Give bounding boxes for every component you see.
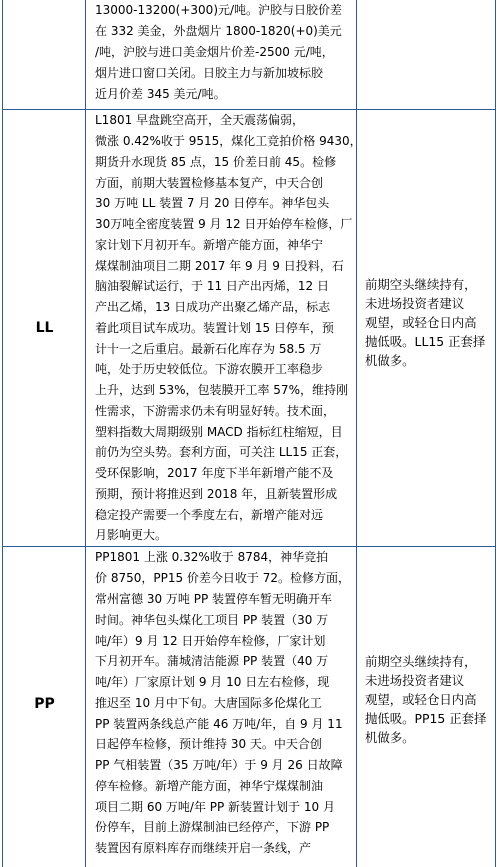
analysis-line: 吨，处于历史较低位。下游农膜开工率稳步 bbox=[95, 362, 324, 376]
analysis-line: 近月价差 345 美元/吨。 bbox=[95, 87, 226, 101]
analysis-line: 30 万吨 LL 装置 7 月 20 日停车。神华包头 bbox=[95, 196, 330, 210]
strategy-cell-ll bbox=[365, 275, 485, 370]
strategy-line: 机做多。 bbox=[365, 730, 415, 745]
strategy-line: 未进场投资者建议 bbox=[365, 673, 465, 688]
strategy-line: 未进场投资者建议 bbox=[365, 296, 465, 311]
analysis-line: 前仍为空头势。套利方面，可关注 LL15 正套， bbox=[95, 445, 348, 459]
analysis-line: 日起停车检修，预计维持 30 天。中天合创 bbox=[95, 737, 322, 751]
analysis-line: 产出乙烯，13 日成功产出聚乙烯产品，标志 bbox=[95, 300, 331, 314]
analysis-line: 月影响更大。 bbox=[95, 528, 168, 542]
column-divider-category bbox=[85, 0, 86, 867]
analysis-line: 吨/年）9 月 12 日开始停车检修，厂家计划 bbox=[95, 634, 326, 648]
strategy-line: 前期空头继续持有， bbox=[365, 654, 477, 669]
analysis-line: 时间。神华包头煤化工项目 PP 装置（30 万 bbox=[95, 613, 329, 627]
column-divider-strategy bbox=[356, 0, 357, 867]
analysis-line: 停车检修。新增产能方面，神华宁煤煤制油 bbox=[95, 779, 324, 793]
analysis-line: 家计划下月初开车。新增产能方面，神华宁 bbox=[95, 238, 324, 252]
analysis-line: 下月初开车。蒲城清洁能源 PP 装置（40 万 bbox=[95, 654, 329, 668]
strategy-line: 前期空头继续持有， bbox=[365, 277, 477, 292]
analysis-line: 煤煤制油项目二期 2017 年 9 月 9 日投料，石 bbox=[95, 259, 344, 273]
strategy-line: 抛低吸。PP15 正套择 bbox=[365, 711, 487, 726]
analysis-line: 预期，预计将推迟到 2018 年，且新装置形成 bbox=[95, 487, 338, 501]
analysis-line: 份停车，目前上游煤制油已经停产，下游 PP bbox=[95, 820, 330, 834]
strategy-line: 机做多。 bbox=[365, 353, 415, 368]
analysis-line: 稳定投产需要一个季度左右，新增产能对远 bbox=[95, 508, 324, 522]
analysis-line: PP 装置两条线总产能 46 万吨/年，自 9 月 11 bbox=[95, 717, 343, 731]
analysis-line: 上升，达到 53%，包装膜开工率 57%，维持刚 bbox=[95, 383, 348, 397]
analysis-line: 方面，前期大装置检修基本复产，中天合创 bbox=[95, 176, 324, 190]
analysis-line: 价 8750，PP15 价差今日收于 72。检修方面， bbox=[95, 571, 350, 585]
category-label-pp: PP bbox=[34, 696, 55, 712]
category-label-ll: LL bbox=[35, 320, 54, 336]
analysis-line: 常州富德 30 万吨 PP 装置停车暂无明确开车 bbox=[95, 592, 333, 606]
analysis-line: 烟片进口窗口关闭。日胶主力与新加坡标胶 bbox=[95, 66, 324, 80]
analysis-line: 性需求，下游需求仍未有明显好转。技术面， bbox=[95, 404, 336, 418]
commodity-analysis-table bbox=[2, 0, 496, 867]
analysis-line: 期货升水现货 85 点，15 价差日前 45。检修 bbox=[95, 155, 337, 169]
analysis-line: /吨，沪胶与进口美金烟片价差-2500 元/吨， bbox=[95, 45, 334, 59]
strategy-line: 抛低吸。LL15 正套择 bbox=[365, 334, 486, 349]
analysis-line: 项目二期 60 万吨/年 PP 新装置计划于 10 月 bbox=[95, 800, 335, 814]
analysis-line: 受环保影响，2017 年度下半年新增产能不及 bbox=[95, 466, 334, 480]
analysis-line: 脑油裂解试运行，于 11 日产出丙烯，12 日 bbox=[95, 279, 329, 293]
analysis-line: 13000-13200(+300)元/吨。沪胶与日胶价差 bbox=[95, 3, 343, 17]
strategy-line: 观望，或轻仓日内高 bbox=[365, 315, 477, 330]
analysis-line: 塑料指数大周期级别 MACD 指标红柱缩短，目 bbox=[95, 425, 343, 439]
analysis-line: L1801 早盘跳空高开，全天震荡偏弱， bbox=[95, 113, 305, 127]
analysis-line: 装置因有原料库存而继续开启一条线，产 bbox=[95, 841, 312, 855]
analysis-line: PP1801 上涨 0.32%收于 8784，神华竞拍 bbox=[95, 550, 329, 564]
analysis-line: 在 332 美金，外盘烟片 1800-1820(+0)美元 bbox=[95, 24, 342, 38]
analysis-line: 着此项目试车成功。装置计划 15 日停车，预 bbox=[95, 321, 334, 335]
analysis-line: 吨/年）厂家原计划 9 月 10 日左右检修，现 bbox=[95, 675, 330, 689]
analysis-line: 计十一之后重启。最新石化库存为 58.5 万 bbox=[95, 342, 322, 356]
strategy-line: 观望，或轻仓日内高 bbox=[365, 692, 477, 707]
analysis-line: 微涨 0.42%收于 9515，煤化工竞拍价格 9430， bbox=[95, 134, 362, 148]
row-divider-ll bbox=[3, 109, 495, 110]
row-divider-pp bbox=[3, 546, 495, 547]
strategy-cell-pp bbox=[365, 652, 486, 747]
analysis-line: PP 气相装置（35 万吨/年）于 9 月 26 日故障 bbox=[95, 758, 343, 772]
analysis-line: 30万吨全密度装置 9 月 12 日开始停车检修，厂 bbox=[95, 217, 353, 231]
analysis-line: 推迟至 10 月中下旬。大唐国际多伦煤化工 bbox=[95, 696, 322, 710]
